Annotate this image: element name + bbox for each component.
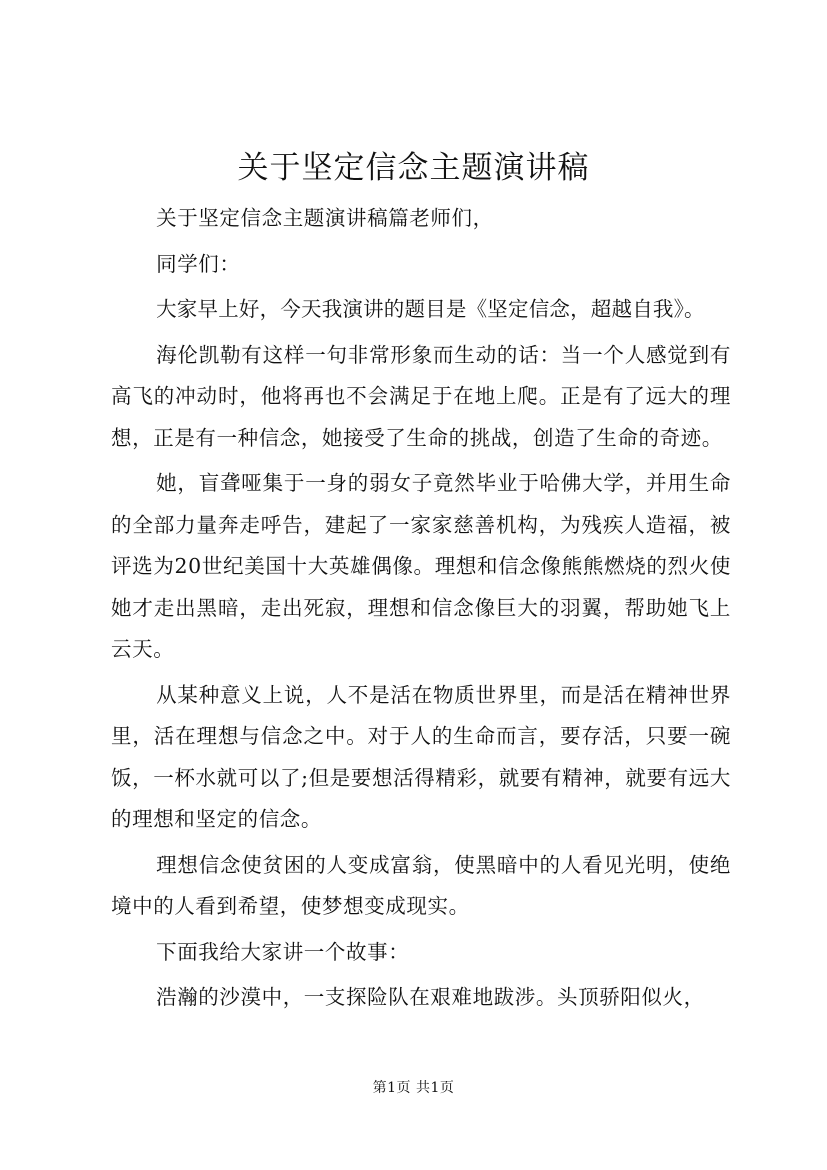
paragraph: 同学们：	[156, 251, 241, 276]
paragraph: 从某种意义上说，人不是活在物质世界里，而是活在精神世界里，活在理想与信念之中。对于人的生命而言，要存活，只要一碗饭，一杯水就可以了;但是要想活得精彩，就要有精神，就要有远大的理想和坚定的信念。	[111, 682, 731, 831]
paragraph: 大家早上好，今天我演讲的题目是《坚定信念，超越自我》。	[156, 297, 705, 321]
paragraph: 理想信念使贫困的人变成富翁，使黑暗中的人看见光明，使绝境中的人看到希望，使梦想变成现实。	[111, 852, 731, 918]
paragraph: 关于坚定信念主题演讲稿篇老师们，	[156, 206, 494, 230]
paragraph: 海伦凯勒有这样一句非常形象而生动的话：当一个人感觉到有高飞的冲动时，他将再也不会满足于在地上爬。正是有了远大的理想，正是有一种信念，她接受了生命的挑战，创造了生命的奇迹。	[111, 342, 731, 450]
document-title: 关于坚定信念主题演讲稿	[237, 150, 590, 186]
page-footer: 第1页 共1页	[372, 1080, 455, 1096]
paragraph: 她，盲聋哑集于一身的弱女子竟然毕业于哈佛大学，并用生命的全部力量奔走呼告，建起了一家家慈善机构，为残疾人造福，被评选为20世纪美国十大英雄偶像。理想和信念像熊熊燃烧的烈火使她才走出黑暗，走出死寂，理想和信念像巨大的羽翼，帮助她飞上云天。	[111, 471, 731, 661]
paragraph: 浩瀚的沙漠中，一支探险队在艰难地跋涉。头顶骄阳似火，	[156, 985, 705, 1009]
document-body	[111, 198, 731, 1023]
paragraph: 下面我给大家讲一个故事：	[156, 939, 410, 964]
